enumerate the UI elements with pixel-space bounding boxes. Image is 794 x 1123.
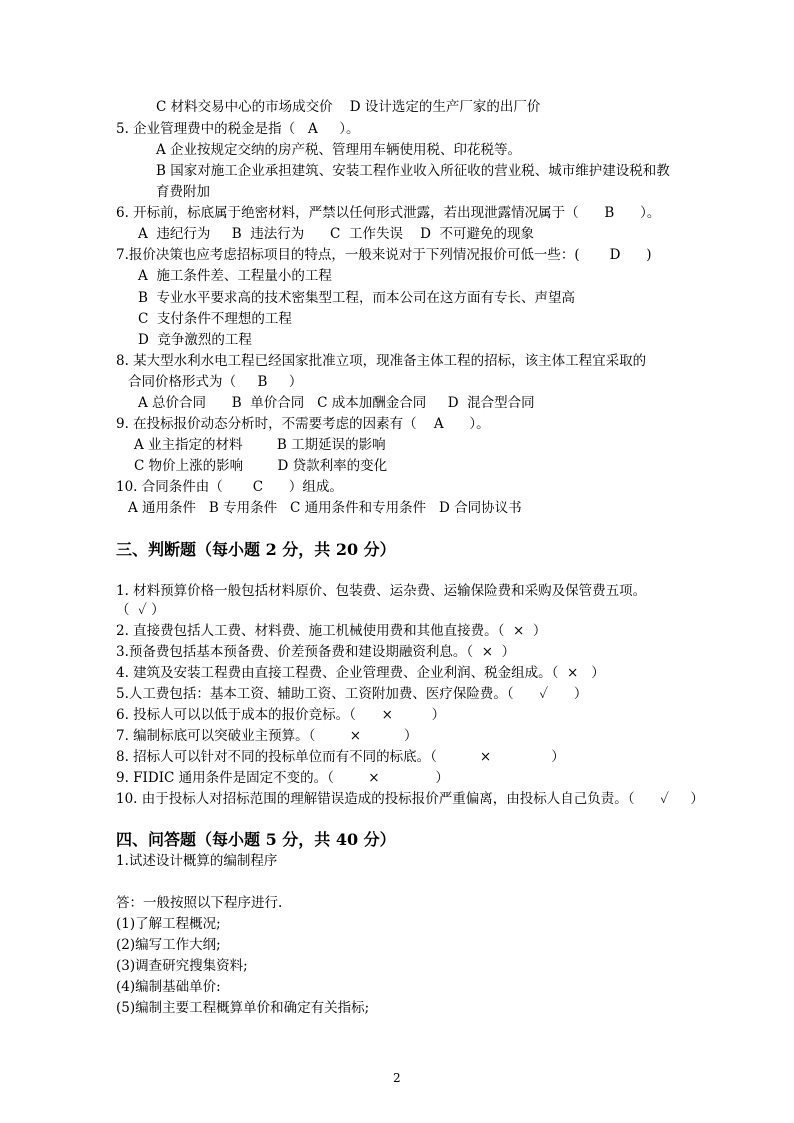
- option-line: A 企业按规定交纳的房产税、管理用车辆使用税、印花税等。: [156, 142, 522, 158]
- section-heading: 四、问答题（每小题 5 分，共 40 分）: [116, 830, 396, 849]
- judgment-item: 7. 编制标底可以突破业主预算。（ × ）: [116, 728, 418, 744]
- judgment-item: 2. 直接费包括人工费、材料费、施工机械使用费和其他直接费。（ × ）: [116, 623, 547, 639]
- judgment-item: 4. 建筑及安装工程费由直接工程费、企业管理费、企业利润、税金组成。（ × ）: [116, 665, 605, 681]
- answer-step: (4)编制基础单价:: [116, 979, 221, 995]
- essay-question: 1.试述设计概算的编制程序: [116, 853, 278, 869]
- option-line: C 物价上涨的影响 D 贷款利率的变化: [134, 458, 388, 474]
- question-7: 7.报价决策也应考虑招标项目的特点，一般来说对于下列情况报价可低一些：( D ): [116, 247, 652, 263]
- option-line: A 通用条件 B 专用条件 C 通用条件和专用条件 D 合同协议书: [128, 500, 522, 516]
- question-8: 8. 某大型水利水电工程已经国家批准立项，现准备主体工程的招标，该主体工程宜采取的: [116, 353, 647, 369]
- judgment-item: 5.人工费包括：基本工资、辅助工资、工资附加费、医疗保险费。（ ✓ ）: [116, 686, 588, 702]
- judgment-item: 3.预备费包括基本预备费、价差预备费和建设期融资利息。（ × ）: [116, 644, 516, 660]
- option-line: C 材料交易中心的市场成交价 D 设计选定的生产厂家的出厂价: [156, 99, 541, 115]
- answer-step: (5)编制主要工程概算单价和确定有关指标;: [116, 1000, 370, 1016]
- judgment-item: 1. 材料预算价格一般包括材料原价、包装费、运杂费、运输保险费和采购及保管费五项。: [116, 583, 647, 599]
- answer-step: (1)了解工程概况;: [116, 916, 221, 932]
- section-heading: 三、判断题（每小题 2 分，共 20 分）: [116, 540, 396, 559]
- option-line: A 施工条件差、工程量小的工程: [138, 268, 332, 284]
- option-line: D 竞争激烈的工程: [138, 332, 252, 348]
- answer-step: (2)编写工作大纲;: [116, 937, 221, 953]
- option-line: 育费附加: [156, 184, 210, 200]
- question-8-cont: 合同价格形式为（ B ）: [128, 374, 303, 390]
- question-9: 9. 在投标报价动态分析时，不需要考虑的因素有（ A ）。: [116, 416, 490, 432]
- answer-step: (3)调查研究搜集资料;: [116, 958, 248, 974]
- page-number: 2: [393, 1071, 401, 1085]
- option-line: A 总价合同 B 单价合同 C 成本加酬金合同 D 混合型合同: [138, 395, 535, 411]
- judgment-answer: （ ✓ ）: [116, 602, 165, 618]
- option-line: C 支付条件不理想的工程: [138, 311, 292, 327]
- judgment-item: 9. FIDIC 通用条件是固定不变的。（ × ）: [116, 770, 449, 786]
- option-line: A 业主指定的材料 B 工期延误的影响: [134, 437, 386, 453]
- answer-intro: 答：一般按照以下程序进行.: [116, 895, 283, 911]
- judgment-item: 6. 投标人可以以低于成本的报价竞标。（ × ）: [116, 707, 446, 723]
- question-6: 6. 开标前，标底属于绝密材料，严禁以任何形式泄露，若出现泄露情况属于（ B ）。: [116, 205, 661, 221]
- option-line: A 违纪行为 B 违法行为 C 工作失误 D 不可避免的现象: [138, 226, 535, 242]
- option-line: B 专业水平要求高的技术密集型工程，而本公司在这方面有专长、声望高: [138, 290, 576, 306]
- question-10: 10. 合同条件由（ C ）组成。: [116, 479, 343, 495]
- option-line: B 国家对施工企业承担建筑、安装工程作业收入所征收的营业税、城市维护建设税和教: [156, 163, 670, 179]
- judgment-item: 10. 由于投标人对招标范围的理解错误造成的投标报价严重偏离，由投标人自己负责。（ ✓ ）: [116, 791, 704, 807]
- question-5: 5. 企业管理费中的税金是指（ A ）。: [116, 121, 360, 137]
- judgment-item: 8. 招标人可以针对不同的投标单位而有不同的标底。（ × ）: [116, 749, 565, 765]
